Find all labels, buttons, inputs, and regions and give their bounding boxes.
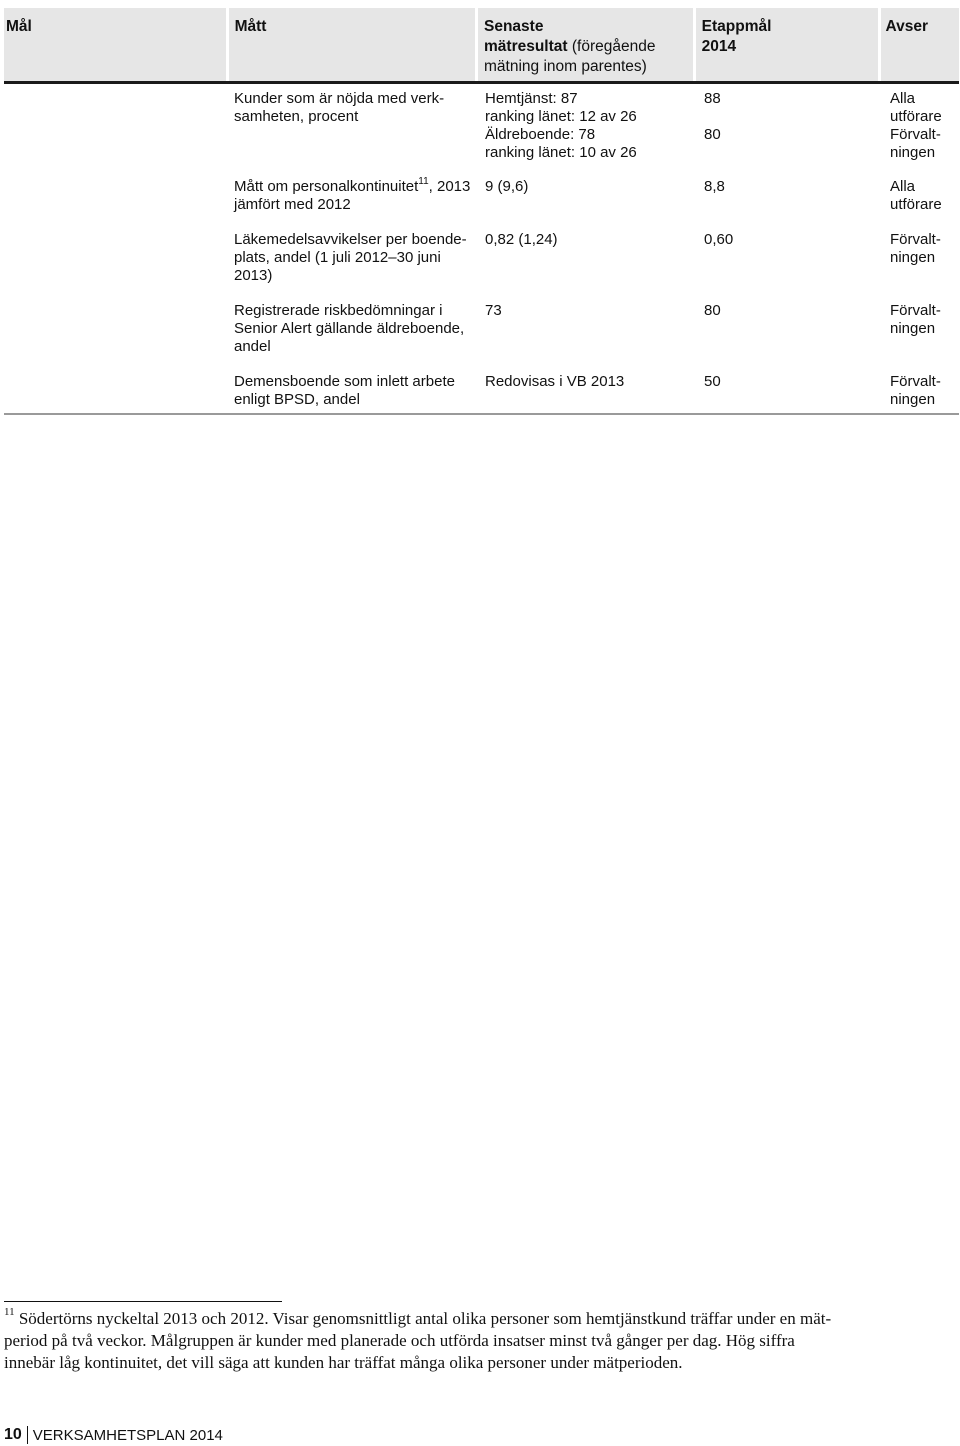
- cell-mal: [4, 178, 230, 231]
- table-row: [4, 231, 959, 302]
- cell-etappmal: 50: [704, 373, 721, 390]
- footnote-separator: [4, 1301, 282, 1302]
- cell-avser: Alla utförare: [890, 178, 942, 213]
- cell-etappmal: 0,60: [704, 231, 734, 248]
- page-number: 10: [4, 1426, 28, 1444]
- header-matt: Mått: [229, 8, 475, 81]
- cell-mal: [4, 373, 230, 409]
- table-row: [4, 90, 959, 178]
- footnote: $^{11}$ Södertörns nyckeltal 2013 och 2012. Visar genomsnittligt antal olika personer som hemtjänstkund träffar under en mät- period på två veckor. Målgruppen är kunder med planerade och utförda insatser minst två gånger per dag. Hög siffra innebär låg kontinuitet, det vill säga att kunden har träffat många olika personer under mätperioden.: [4, 1306, 832, 1372]
- table-row: [4, 302, 959, 373]
- header-avser: Avser: [881, 8, 959, 81]
- header-etappmal: Etappmål 2014: [696, 8, 879, 81]
- cell-avser: Förvalt- ningen: [890, 231, 941, 266]
- cell-matt: Kunder som är nöjda med verk- samheten, procent: [234, 90, 445, 125]
- cell-mal: [4, 231, 230, 302]
- cell-matt: Läkemedelsavvikelser per boende- plats, andel (1 juli 2012–30 juni 2013): [234, 231, 467, 284]
- cell-senaste: 73: [485, 302, 502, 319]
- table-row: [4, 373, 959, 409]
- document-title: VERKSAMHETSPLAN 2014: [32, 1426, 223, 1444]
- cell-etappmal: 80: [704, 302, 721, 319]
- cell-avser: Alla utförare Förvalt- ningen: [890, 90, 942, 161]
- table-body: [4, 84, 959, 413]
- page-footer: [4, 1425, 223, 1445]
- cell-avser: Förvalt- ningen: [890, 373, 941, 408]
- table-row: [4, 178, 959, 231]
- measures-table: [4, 8, 959, 415]
- footnote-ref: 11: [418, 176, 429, 187]
- cell-avser: Förvalt- ningen: [890, 302, 941, 337]
- cell-etappmal: 88 80: [704, 90, 721, 143]
- cell-matt: Demensboende som inlett arbete enligt BPSD, andel: [234, 373, 455, 408]
- cell-senaste: 0,82 (1,24): [485, 231, 558, 248]
- cell-senaste: Redovisas i VB 2013: [485, 373, 625, 390]
- footnote-number: 11: [4, 1306, 15, 1319]
- cell-mal: [4, 302, 230, 373]
- cell-matt: Mått om personalkontinuitet$^{11}$, 2013 jämfört med 2012: [234, 176, 471, 213]
- cell-senaste: Hemtjänst: 87 ranking länet: 12 av 26 Äldreboende: 78 ranking länet: 10 av 26: [485, 90, 637, 161]
- table-header: [4, 8, 959, 84]
- header-mal: Mål: [4, 8, 226, 81]
- cell-etappmal: 8,8: [704, 178, 725, 195]
- cell-senaste: 9 (9,6): [485, 178, 529, 195]
- cell-mal: [4, 90, 230, 178]
- cell-matt: Registrerade riskbedömningar i Senior Alert gällande äldreboende, andel: [234, 302, 465, 355]
- header-senaste: Senaste mätresultat (föregående mätning inom parentes): [478, 8, 693, 81]
